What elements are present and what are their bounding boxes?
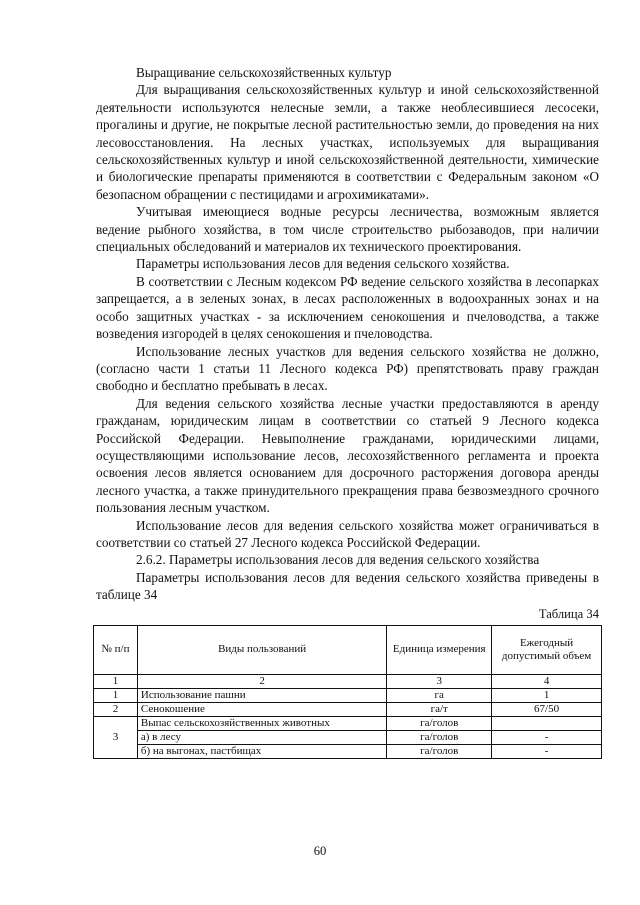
paragraph: Использование лесов для ведения сельского хозяйства может ограничиваться в соответствии со статьей 27 Лесного кодекса Российской Федерации.	[96, 517, 599, 550]
header-volume: Ежегодный допустимый объем	[492, 625, 602, 674]
row-kind: Использование пашни	[137, 688, 386, 702]
parameters-table	[93, 625, 602, 759]
section-heading: Выращивание сельскохозяйственных культур	[136, 65, 392, 80]
row-volume: -	[492, 744, 602, 758]
row-unit: га/голов	[387, 730, 492, 744]
numbering-cell: 4	[492, 674, 602, 688]
row-number: 1	[94, 688, 138, 702]
header-unit: Единица измерения	[387, 625, 492, 674]
document-page	[96, 64, 599, 759]
row-volume: 67/50	[492, 702, 602, 716]
row-volume: -	[492, 730, 602, 744]
row-unit: га	[387, 688, 492, 702]
row-kind: Выпас сельскохозяйственных животных	[137, 716, 386, 730]
header-number: № п/п	[94, 625, 138, 674]
paragraph: В соответствии с Лесным кодексом РФ ведение сельского хозяйства в лесопарках запрещается, а в зеленых зонах, в лесах расположенных в водоохранных зонах и на особо защитных участках - за исключением сенокошения и пчеловодства, а также возведения изгородей в целях сенокошения и пчеловодства.	[96, 273, 599, 342]
body-text	[96, 64, 599, 604]
paragraph: Для выращивания сельскохозяйственных культур и иной сельскохозяйственной деятельности используются нелесные земли, а также необлесившиеся лесосеки, прогалины и другие, не покрытые лесной растительностью земли, до проведения на них лесовосстановления. На лесных участках, используемых для выращивания сельскохозяйственных культур и иной сельскохозяйственной деятельности, химические и биологические препараты применяются в соответствии с Федеральным законом «О безопасном обращении с пестицидами и агрохимикатами».	[96, 82, 599, 202]
table-row	[94, 716, 602, 730]
numbering-cell: 1	[94, 674, 138, 688]
section-heading: 2.6.2. Параметры использования лесов для ведения сельского хозяйства	[136, 552, 540, 568]
row-volume	[492, 716, 602, 730]
numbering-cell: 3	[387, 674, 492, 688]
table-row	[94, 730, 602, 744]
paragraph: Учитывая имеющиеся водные ресурсы лесничества, возможным является ведение рыбного хозяйства, в том числе строительство рыбозаводов, при наличии специальных обследований и материалов их технического проектирования.	[96, 204, 599, 255]
row-number: 3	[94, 716, 138, 758]
numbering-cell: 2	[137, 674, 386, 688]
table-numbering-row	[94, 674, 602, 688]
table-row	[94, 744, 602, 758]
table-row	[94, 688, 602, 702]
row-volume: 1	[492, 688, 602, 702]
table-caption: Таблица 34	[538, 606, 599, 621]
row-kind: б) на выгонах, пастбищах	[137, 744, 386, 758]
table-row	[94, 702, 602, 716]
paragraph: Использование лесных участков для ведения сельского хозяйства не должно, (согласно части 1 статьи 11 Лесного кодекса РФ) препятствовать праву граждан свободно и бесплатно пребывать в лесах.	[96, 343, 599, 394]
paragraph: Параметры использования лесов для ведения сельского хозяйства приведены в таблице 34	[96, 569, 599, 603]
section-heading: Параметры использования лесов для ведения сельского хозяйства.	[136, 256, 510, 272]
row-kind: Сенокошение	[137, 702, 386, 716]
row-unit: га/голов	[387, 716, 492, 730]
row-unit: га/голов	[387, 744, 492, 758]
table-header-row	[94, 625, 602, 674]
row-kind: а) в лесу	[137, 730, 386, 744]
header-kind: Виды пользований	[137, 625, 386, 674]
row-number: 2	[94, 702, 138, 716]
page-number: 60	[313, 844, 327, 858]
paragraph: Для ведения сельского хозяйства лесные участки предоставляются в аренду гражданам, юридическим лицам в соответствии со статьей 9 Лесного кодекса Российской Федерации. Невыполнение гражданами, юридическими лицами, осуществляющими использование лесов, лесохозяйственного регламента и проекта освоения лесов является основанием для досрочного расторжения договора аренды лесного участка, а также принудительного прекращения права безвозмездного срочного пользования лесным участком.	[96, 395, 599, 516]
row-unit: га/т	[387, 702, 492, 716]
